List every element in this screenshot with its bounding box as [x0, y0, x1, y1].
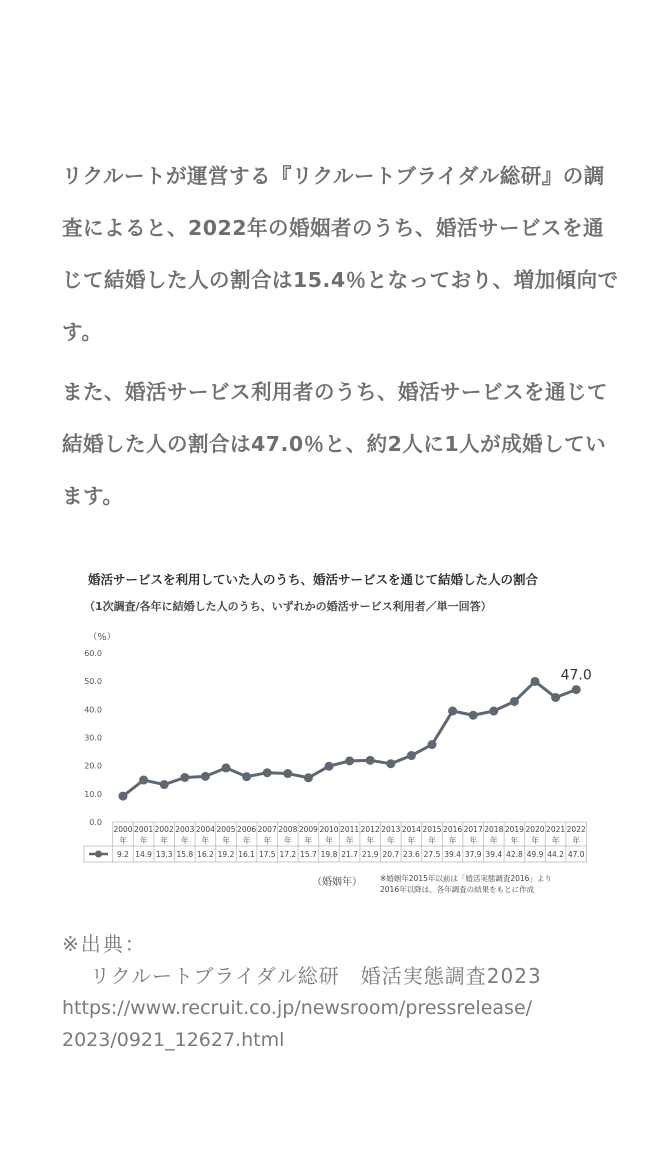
- x-tick-suffix: 年: [551, 836, 560, 845]
- article-body: [62, 150, 622, 522]
- data-point: [469, 711, 478, 720]
- x-tick-label: 2019: [504, 825, 524, 834]
- article-paragraph-2: また、婚活サービス利用者のうち、婚活サービスを通じて結婚した人の割合は47.0％と、約2人に1人が成婚しています。: [62, 380, 608, 508]
- data-point: [263, 768, 272, 777]
- data-point: [283, 769, 292, 778]
- data-label: 21.9: [361, 850, 379, 859]
- data-label: 23.6: [403, 850, 420, 859]
- x-tick-suffix: 年: [510, 836, 519, 845]
- x-tick-label: 2022: [566, 825, 586, 834]
- x-tick-label: 2013: [381, 825, 401, 834]
- y-tick-label: 30.0: [84, 733, 102, 743]
- chart-note-line-1: ※婚姻年2015年以前は「婚活実態調査2016」より: [380, 874, 552, 883]
- x-tick-suffix: 年: [242, 836, 251, 845]
- y-axis-unit: （%）: [88, 632, 117, 643]
- data-label: 17.2: [279, 850, 297, 859]
- data-label: 49.9: [526, 850, 544, 859]
- data-point: [119, 792, 128, 801]
- x-tick-label: 2012: [360, 825, 380, 834]
- data-point: [160, 780, 169, 789]
- x-tick-label: 2005: [216, 825, 236, 834]
- source-heading: ※出典：: [62, 932, 147, 956]
- chart-note: [380, 873, 552, 895]
- x-tick-suffix: 年: [160, 836, 168, 845]
- data-label: 39.4: [485, 850, 503, 859]
- highlight-label: 47.0: [560, 667, 592, 684]
- x-tick-label: 2017: [463, 825, 483, 834]
- data-point: [222, 763, 231, 772]
- x-tick-suffix: 年: [263, 836, 271, 845]
- source-url-line-1[interactable]: https://www.recruit.co.jp/newsroom/pressrelease/: [62, 997, 533, 1019]
- x-tick-label: 2006: [237, 825, 257, 834]
- x-tick-label: 2008: [278, 825, 298, 834]
- data-label: 44.2: [547, 850, 564, 859]
- data-point: [448, 707, 457, 716]
- data-point: [551, 693, 560, 702]
- x-tick-suffix: 年: [304, 836, 313, 845]
- chart-note-line-2: 2016年以降は、各年調査の結果をもとに作成: [380, 885, 535, 894]
- data-label: 47.0: [567, 850, 585, 859]
- data-label: 17.5: [258, 850, 276, 859]
- x-tick-suffix: 年: [387, 836, 395, 845]
- x-tick-suffix: 年: [531, 836, 539, 845]
- y-tick-label: 10.0: [84, 789, 102, 799]
- x-tick-suffix: 年: [469, 836, 477, 845]
- data-label: 9.2: [117, 850, 129, 859]
- x-tick-label: 2011: [340, 825, 360, 834]
- x-tick-label: 2016: [443, 825, 463, 834]
- x-tick-label: 2021: [546, 825, 566, 834]
- data-label: 42.8: [506, 850, 523, 859]
- x-tick-suffix: 年: [407, 836, 416, 845]
- data-point: [345, 756, 354, 765]
- x-tick-suffix: 年: [428, 836, 436, 845]
- data-label: 20.7: [382, 850, 400, 859]
- data-label: 16.2: [197, 850, 214, 859]
- data-point: [366, 756, 375, 765]
- data-point: [304, 773, 313, 782]
- x-tick-label: 2007: [257, 825, 277, 834]
- x-tick-suffix: 年: [222, 836, 230, 845]
- chart-plot: [62, 560, 622, 900]
- data-point: [242, 772, 251, 781]
- x-tick-suffix: 年: [366, 836, 374, 845]
- data-label: 39.4: [444, 850, 461, 859]
- chart-subtitle: （1次調査/各年に結婚した人のうち、いずれかの婚活サービス利用者／単一回答）: [84, 600, 492, 613]
- data-label: 21.7: [341, 850, 358, 859]
- x-tick-suffix: 年: [284, 836, 292, 845]
- series-line: [123, 681, 576, 796]
- data-point: [407, 751, 416, 760]
- x-tick-label: 2004: [195, 825, 215, 834]
- source-citation: [62, 928, 622, 1056]
- data-label: 15.8: [176, 850, 194, 859]
- legend-marker: [95, 851, 102, 858]
- y-tick-label: 60.0: [84, 649, 102, 658]
- data-label: 27.5: [423, 850, 441, 859]
- x-tick-label: 2009: [298, 825, 318, 834]
- data-point: [572, 685, 581, 694]
- x-tick-suffix: 年: [181, 836, 189, 845]
- x-tick-label: 2015: [422, 825, 442, 834]
- data-point: [489, 707, 498, 716]
- x-tick-label: 2001: [134, 825, 154, 834]
- x-axis-label: （婚姻年）: [312, 877, 362, 888]
- data-label: 19.8: [320, 850, 338, 859]
- chart-title: 婚活サービスを利用していた人のうち、婚活サービスを通じて結婚した人の割合: [88, 572, 539, 587]
- source-url-line-2[interactable]: 2023/0921_12627.html: [62, 1029, 285, 1051]
- data-point: [139, 776, 148, 785]
- data-point: [325, 762, 334, 771]
- x-tick-label: 2000: [113, 825, 133, 834]
- data-label: 37.9: [464, 850, 482, 859]
- data-point: [180, 773, 189, 782]
- x-tick-label: 2018: [484, 825, 504, 834]
- y-tick-label: 50.0: [84, 677, 102, 687]
- x-tick-suffix: 年: [572, 836, 580, 845]
- source-name: リクルートブライダル総研 婚活実態調査2023: [90, 964, 542, 988]
- x-tick-suffix: 年: [201, 836, 210, 845]
- data-label: 13.3: [155, 850, 173, 859]
- x-tick-suffix: 年: [139, 836, 148, 845]
- x-tick-suffix: 年: [490, 836, 498, 845]
- x-tick-suffix: 年: [448, 836, 457, 845]
- x-tick-suffix: 年: [325, 836, 333, 845]
- data-point: [201, 772, 210, 781]
- x-tick-label: 2014: [401, 825, 421, 834]
- x-tick-suffix: 年: [345, 836, 354, 845]
- data-label: 15.7: [300, 850, 317, 859]
- article-paragraph-1: リクルートが運営する『リクルートブライダル総研』の調査によると、2022年の婚姻者のうち、婚活サービスを通じて結婚した人の割合は15.4％となっており、増加傾向です。: [62, 164, 619, 344]
- y-tick-label: 0.0: [89, 818, 102, 827]
- data-point: [428, 740, 437, 749]
- x-tick-suffix: 年: [119, 836, 127, 845]
- x-tick-label: 2010: [319, 825, 339, 834]
- data-point: [531, 677, 540, 686]
- data-label: 14.9: [135, 850, 152, 859]
- x-tick-label: 2003: [175, 825, 195, 834]
- x-tick-label: 2002: [154, 825, 174, 834]
- data-label: 19.2: [217, 850, 235, 859]
- y-tick-label: 20.0: [84, 761, 102, 771]
- chart: [62, 560, 622, 900]
- x-tick-label: 2020: [525, 825, 545, 834]
- data-label: 16.1: [238, 850, 255, 859]
- data-point: [386, 759, 395, 768]
- y-tick-label: 40.0: [84, 705, 102, 715]
- data-point: [510, 697, 519, 706]
